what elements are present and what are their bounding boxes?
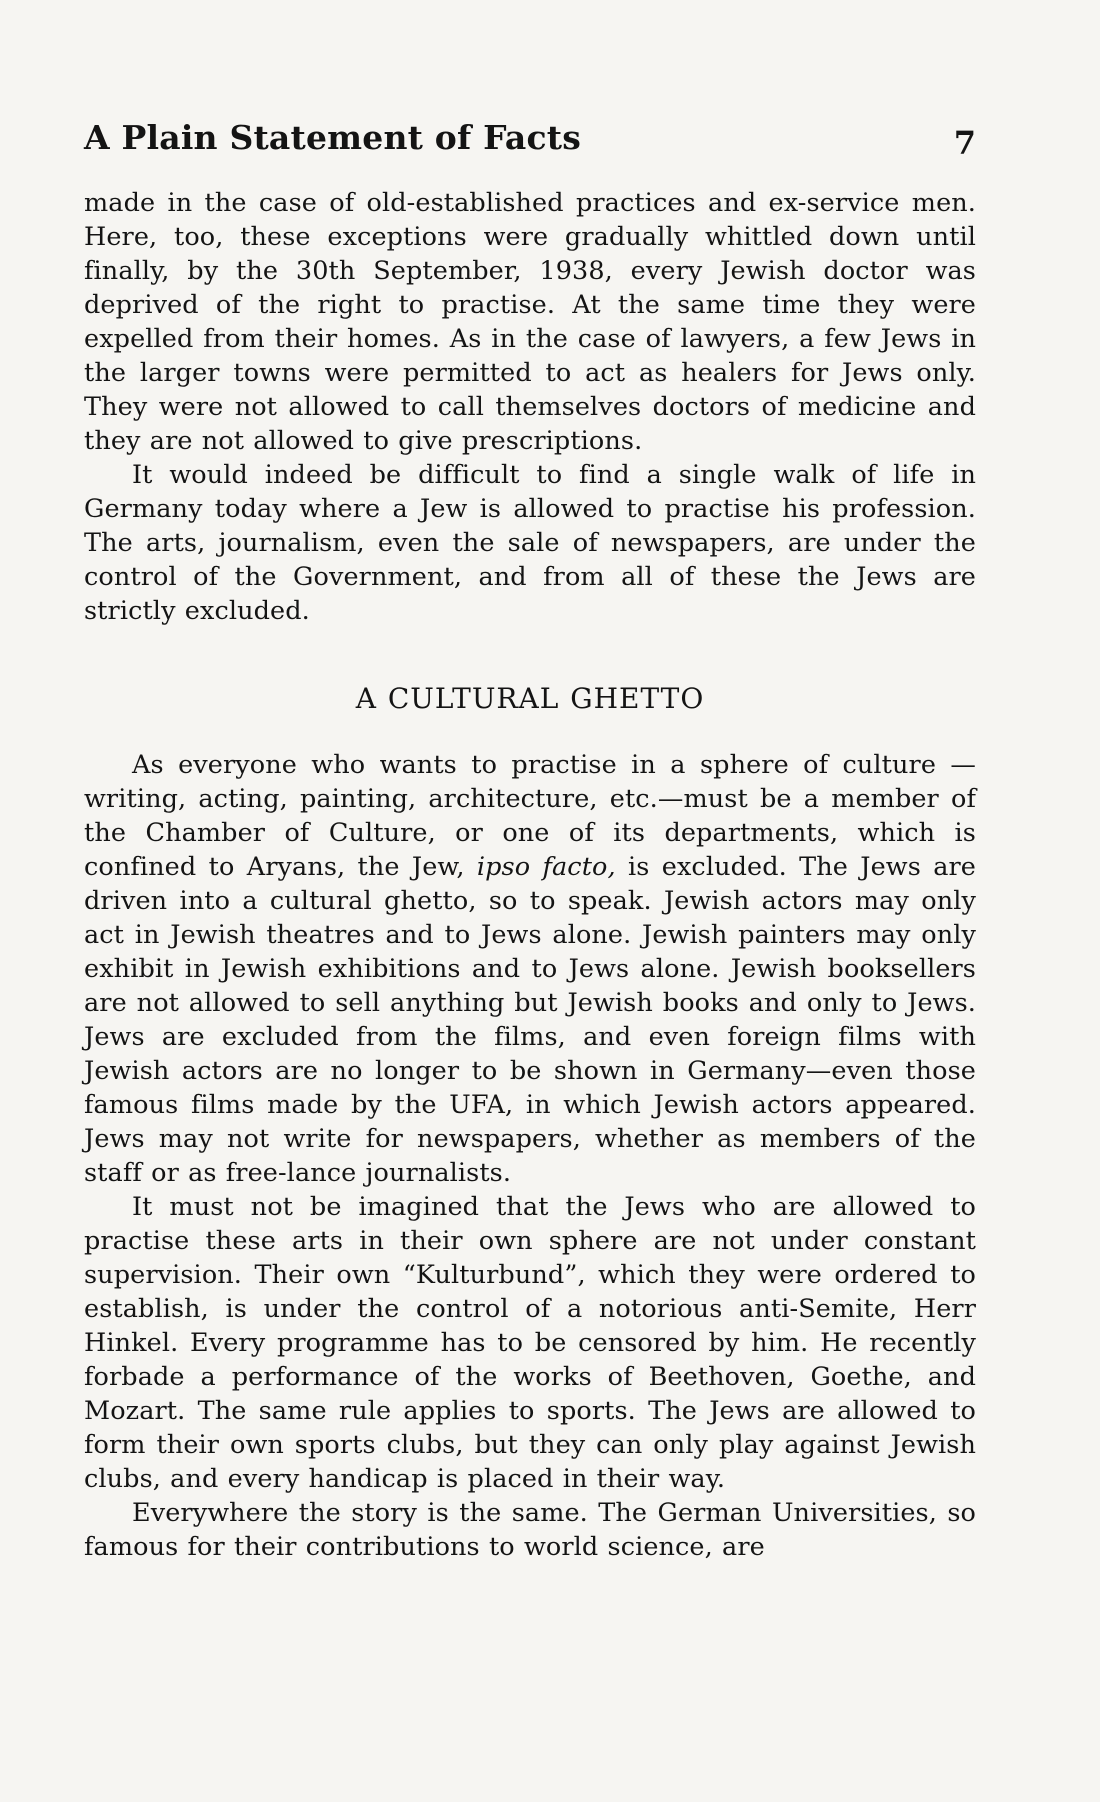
- paragraph: It must not be imagined that the Jews who are allowed to practise these arts in their own sphere are not under constant supervision. Their own “Kulturbund”, which they were ordered to establish, is under the control of a notorious anti-Semite, Herr Hinkel. Every programme has to be censored by him. He recently forbade a performance of the works of Beethoven, Goethe, and Mozart. The same rule applies to sports. The Jews are allowed to form their own sports clubs, but they can only play against Jewish clubs, and every handicap is placed in their way.: [84, 1192, 976, 1494]
- running-head: A Plain Statement of Facts: [84, 118, 581, 157]
- paragraph: It would indeed be difficult to find a single walk of life in Germany today where a Jew is allowed to practise his profession. The arts, journalism, even the sale of newspapers, are under the control of the Government, and from all of these the Jews are strictly excluded.: [84, 460, 976, 626]
- page-header: [84, 118, 976, 168]
- paragraph-continued: made in the case of old-established practices and ex-service men. Here, too, these exceptions were gradually whittled down until finally, by the 30th September, 1938, every Jewish doctor was deprived of the right to practise. At the same time they were expelled from their homes. As in the case of lawyers, a few Jews in the larger towns were permitted to act as healers for Jews only. They were not allowed to call themselves doctors of medicine and they are not allowed to give prescriptions.: [84, 188, 976, 456]
- section-heading: A CULTURAL GHETTO: [355, 682, 705, 715]
- paragraph: Everywhere the story is the same. The German Universities, so famous for their contributions to world science, are: [84, 1498, 976, 1562]
- text-run: is excluded. The Jews are driven into a cultural ghetto, so to speak. Jewish actors may only act in Jewish theatres and to Jews alone. Jewish painters may only exhibit in Jewish exhibitions and to Jews alone. Jewish booksellers are not allowed to sell anything but Jewish books and only to Jews. Jews are excluded from the films, and even foreign films with Jewish actors are no longer to be shown in Germany—even those famous films made by the UFA, in which Jewish actors appeared. Jews may not write for newspapers, whether as members of the staff or as free-lance journalists.: [84, 852, 976, 1188]
- text-run: As everyone who wants to practise in a sphere of culture —writing, acting, painting, architecture, etc.—must be a member of the Chamber of Culture, or one of its departments, which is confined to Aryans, the Jew,: [84, 750, 976, 882]
- italic-phrase: ipso facto,: [476, 852, 616, 882]
- page-number: 7: [953, 124, 976, 162]
- paragraph: [84, 748, 976, 1190]
- page-body: [84, 186, 976, 1564]
